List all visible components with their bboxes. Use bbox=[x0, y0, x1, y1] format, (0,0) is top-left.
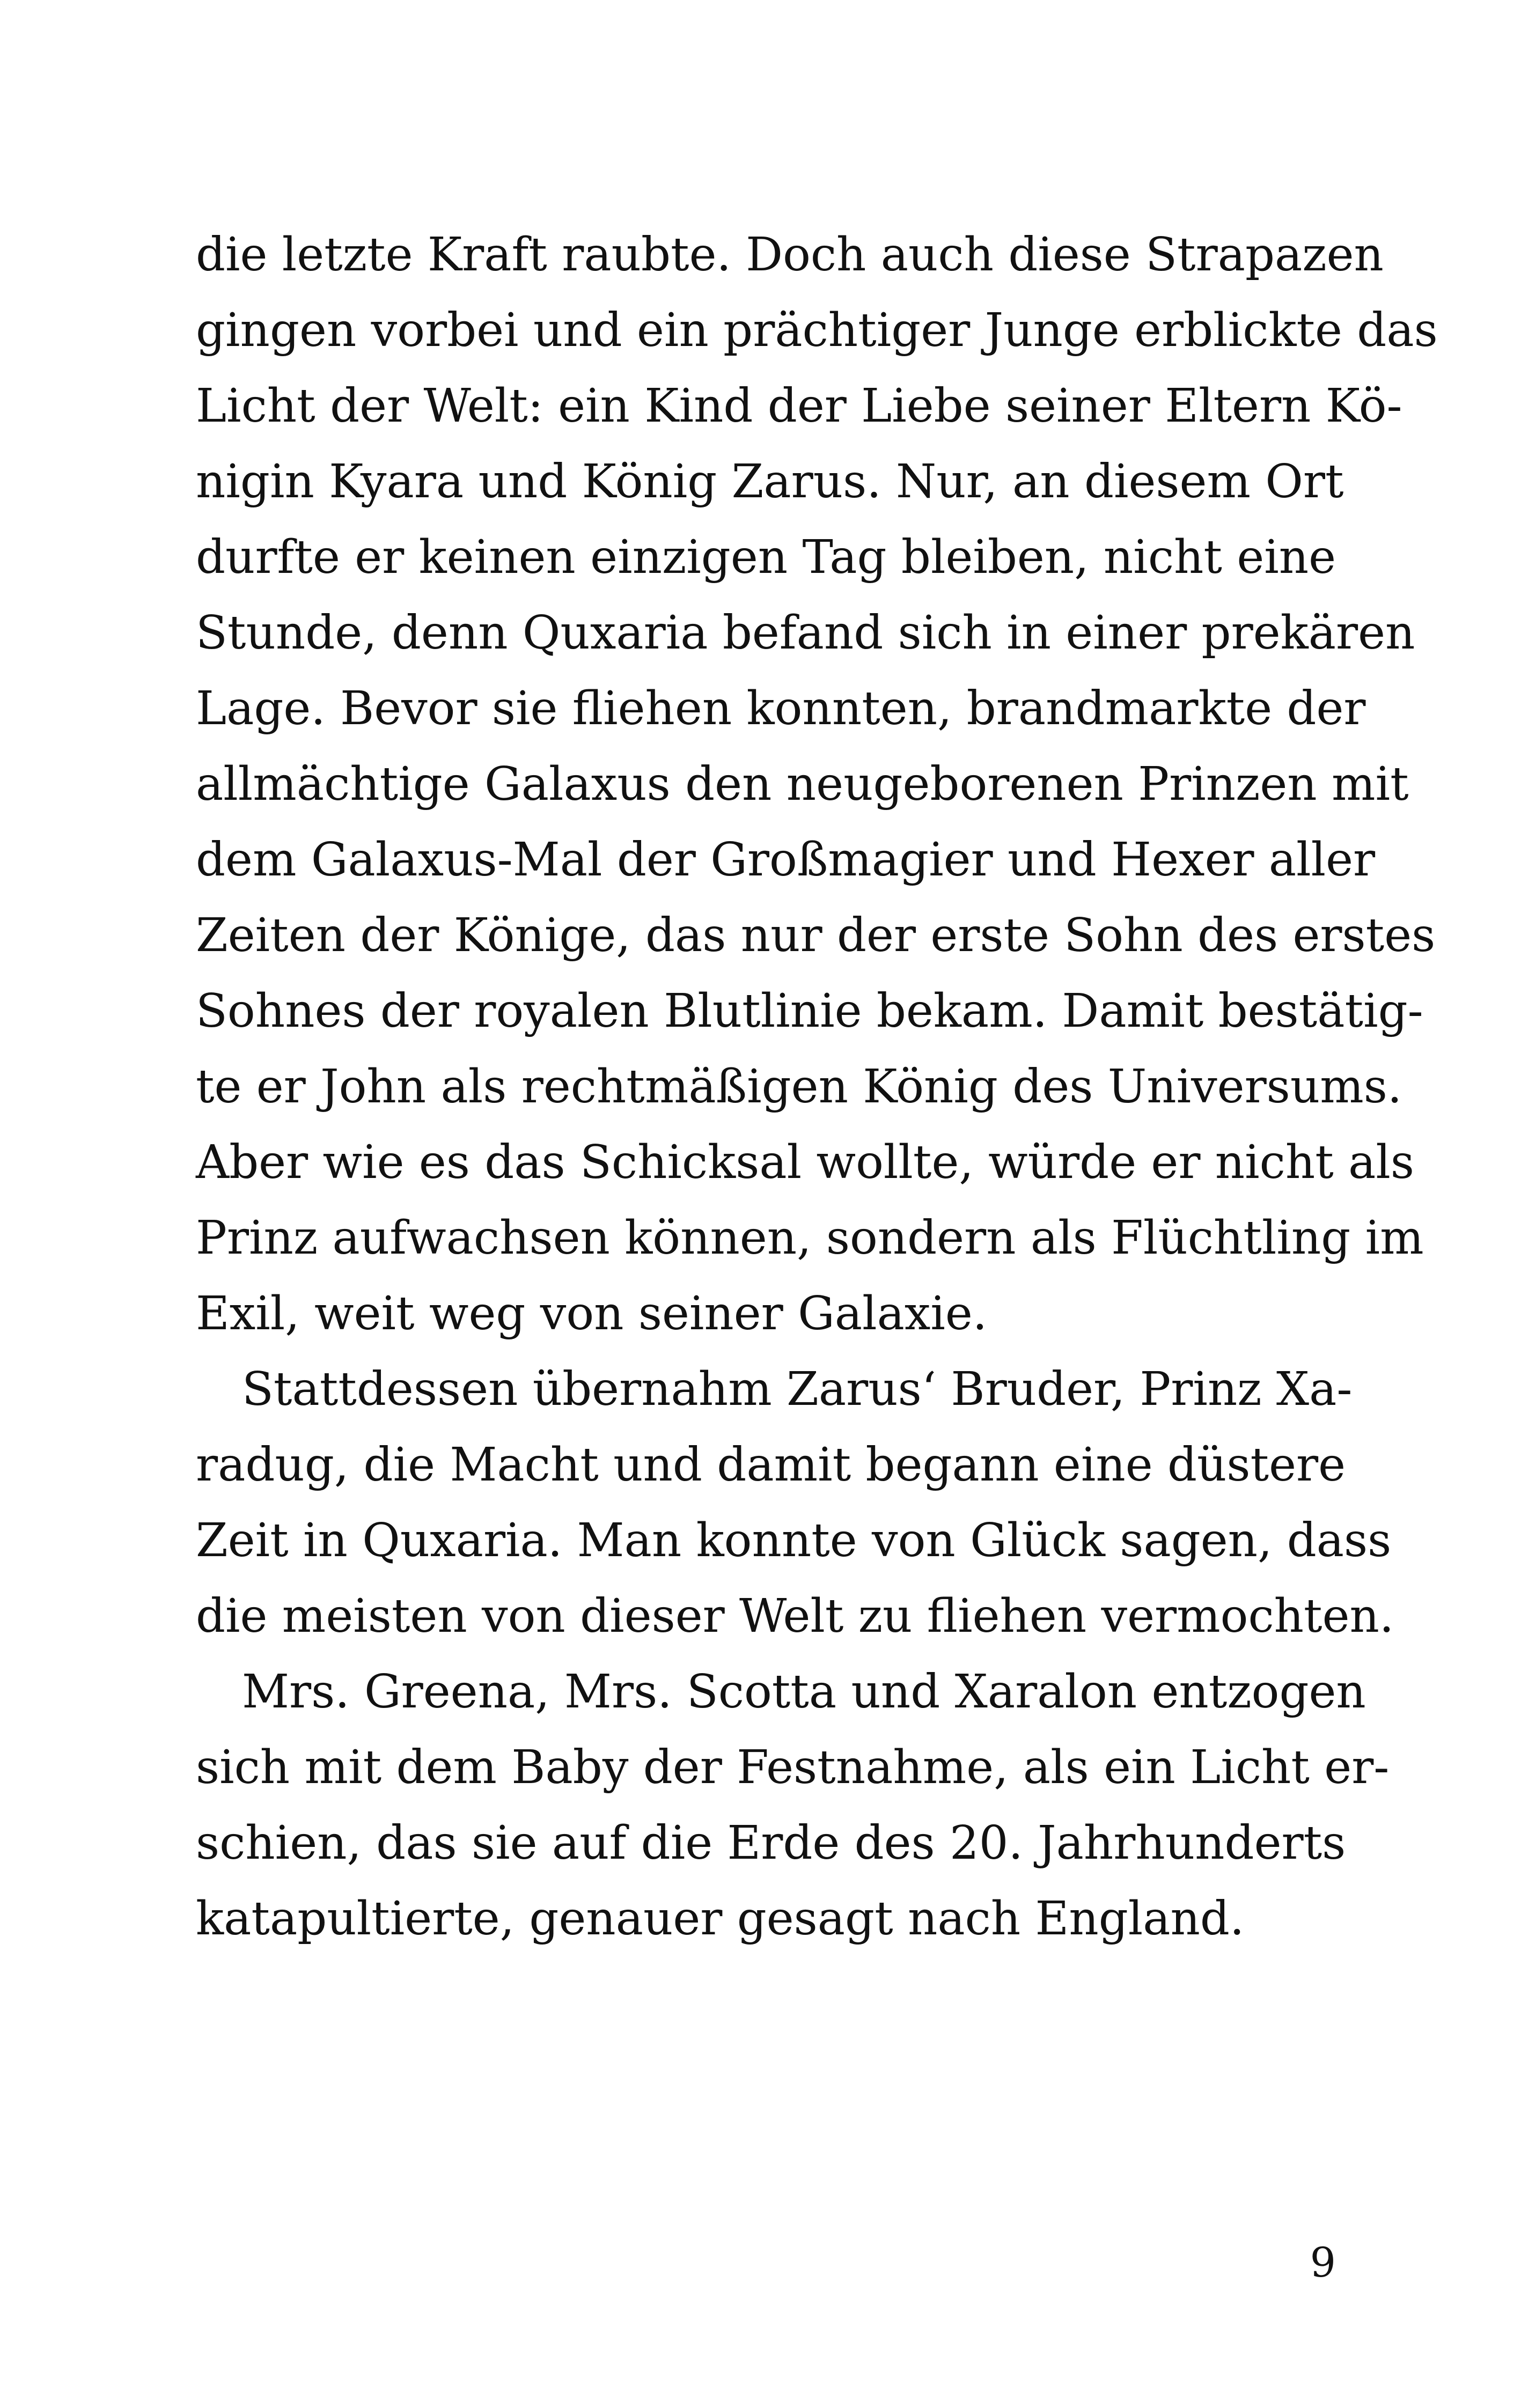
text-line: Sohnes der royalen Blutlinie bekam. Damit bestätig- bbox=[196, 984, 1423, 1038]
text-line: die letzte Kraft raubte. Doch auch diese Strapazen bbox=[196, 228, 1384, 282]
text-line: die meisten von dieser Welt zu fliehen vermochten. bbox=[196, 1589, 1394, 1643]
paragraph-2 bbox=[196, 1352, 1394, 1654]
text-line: Zeiten der Könige, das nur der erste Sohn des erstes bbox=[196, 909, 1436, 962]
text-line: Aber wie es das Schicksal wollte, würde er nicht als bbox=[196, 1136, 1415, 1189]
text-line: katapultierte, genauer gesagt nach England. bbox=[196, 1892, 1245, 1946]
text-line: Exil, weit weg von seiner Galaxie. bbox=[196, 1287, 988, 1341]
text-line: sich mit dem Baby der Festnahme, als ein Licht er- bbox=[196, 1741, 1390, 1794]
text-line: schien, das sie auf die Erde des 20. Jahrhunderts bbox=[196, 1816, 1346, 1870]
text-line: Prinz aufwachsen können, sondern als Flüchtling im bbox=[196, 1211, 1424, 1265]
text-line: Zeit in Quxaria. Man konnte von Glück sagen, dass bbox=[196, 1514, 1392, 1567]
text-line: durfte er keinen einzigen Tag bleiben, nicht eine bbox=[196, 531, 1336, 584]
text-line: Stunde, denn Quxaria befand sich in einer prekären bbox=[196, 606, 1415, 660]
text-line: allmächtige Galaxus den neugeborenen Prinzen mit bbox=[196, 757, 1409, 811]
paragraph-1 bbox=[196, 217, 1438, 1352]
text-line: dem Galaxus-Mal der Großmagier und Hexer aller bbox=[196, 833, 1376, 887]
text-line: radug, die Macht und damit begann eine düstere bbox=[196, 1438, 1346, 1492]
text-line: Stattdessen übernahm Zarus‘ Bruder, Prinz Xa- bbox=[242, 1363, 1353, 1416]
page-number: 9 bbox=[1310, 2238, 1336, 2286]
text-line: nigin Kyara und König Zarus. Nur, an diesem Ort bbox=[196, 455, 1344, 509]
text-line: gingen vorbei und ein prächtiger Junge erblickte das bbox=[196, 304, 1438, 357]
text-line: Lage. Bevor sie fliehen konnten, brandmarkte der bbox=[196, 682, 1366, 735]
text-line: te er John als rechtmäßigen König des Universums. bbox=[196, 1060, 1402, 1114]
text-line: Mrs. Greena, Mrs. Scotta und Xaralon entzogen bbox=[242, 1665, 1366, 1719]
paragraph-3 bbox=[196, 1654, 1390, 1957]
body-text bbox=[196, 217, 1438, 1957]
text-line: Licht der Welt: ein Kind der Liebe seiner Eltern Kö- bbox=[196, 379, 1402, 433]
